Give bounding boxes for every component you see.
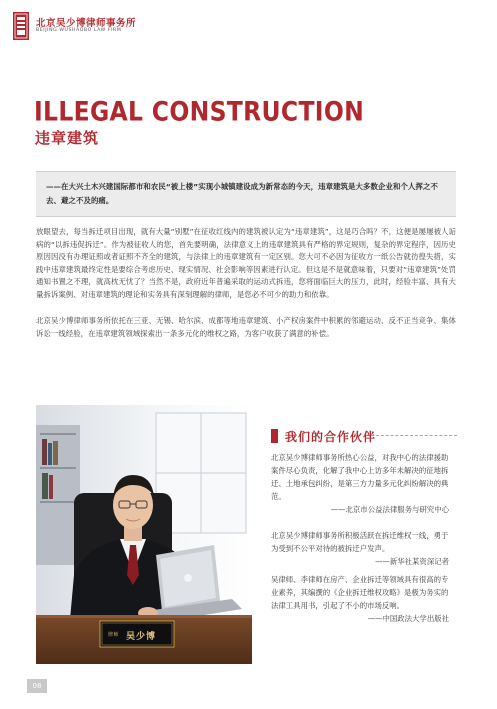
title-english: ILLEGAL CONSTRUCTION [34,96,365,128]
testimonial-source: ——北京市公益法律服务与研究中心 [330,504,449,514]
pull-quote-box [36,171,456,217]
testimonial-text: 北京吴少博律师事务所积极活跃在拆迁维权一线，勇于为受到不公平对待的被拆迁户发声。 [271,531,449,553]
testimonial-1 [271,452,449,517]
heading-accent-bar [271,429,278,443]
testimonial-source: ——新华社某资深记者 [375,556,449,566]
lawyer-photo [36,405,252,664]
page-number: 08 [27,679,47,693]
firm-name-cn: 北京吴少博律师事务所 [36,18,137,29]
testimonial-source: ——中国政法大学出版社 [367,613,449,623]
firm-name-en: BEIJING WUSHAOBO LAW FIRM [36,28,122,33]
testimonial-2 [271,530,449,569]
pull-quote-text: ——在大兴土木兴建国际都市和农民“被上楼”实现小城镇建设成为新常态的今天，违章建筑是大多数企业和个人挥之不去、避之不及的痛。 [46,182,438,205]
law-firm-logo [10,8,32,44]
partners-heading [271,428,457,444]
testimonial-text: 北京吴少博律师事务所热心公益，对我中心的法律援助案件尽心负责，化解了我中心上访多年未解决的征地拆迁、土地承包纠纷，是第三方力量多元化纠纷解决的典范。 [271,453,449,501]
body-paragraph-1: 放眼望去，每当拆迁项目出现，就有大量“别墅”在征收红线内的建筑被认定为“违章建筑”，这是巧合吗？不，这便是屡屡被人诟病的“以拆违促拆迁”。作为被征收人的您，首先要明确，法律意义上的违章建筑具有严格的界定规则，复杂的界定程序，因历史原因因没有办理证照或者证照不齐全的建筑，与法律上的违章建筑有一定区别。您大可不必因为征收方一纸公告就彷徨失措，实践中违章建筑最终定性是要综合考虑历史、现实情况、社会影响等因素进行认定。但这是不是就意味着，只要对“违章建筑”处罚通知书置之不理，就高枕无忧了？当然不是，政府近年普遍采取的运动式拆违，您将面临巨大的压力，此时，经验丰富、具有大量拆诉案例、对违章建筑的理论和实务具有深刻理解的律师，是您必不可少的助力和依靠。 [36,227,456,299]
body-paragraph-2: 北京吴少博律师事务所依托在三亚、无锡、哈尔滨、成都等地违章建筑、小产权房案件中积累的邻避运动、反不正当竞争、集体诉讼一线经验，在违章建筑领域探索出一条多元化的维权之路，为客户收获了满意的补偿。 [36,316,456,338]
heading-divider [371,435,457,436]
testimonial-text: 吴律师、李律师在房产、企业拆迁等领域具有很高的专业素养，其编撰的《企业拆迁维权攻略》是极为务实的法律工具用书，引起了不小的市场反响。 [271,575,449,610]
testimonial-3 [271,574,449,626]
partners-title: 我们的合作伙伴 [285,430,377,444]
nameplate-name: 吴少博 [126,632,157,642]
title-chinese: 违章建筑 [35,129,100,147]
nameplate-label: 律师 [108,632,120,638]
page-header [10,8,310,48]
lawyer-photo-illustration [36,405,252,664]
